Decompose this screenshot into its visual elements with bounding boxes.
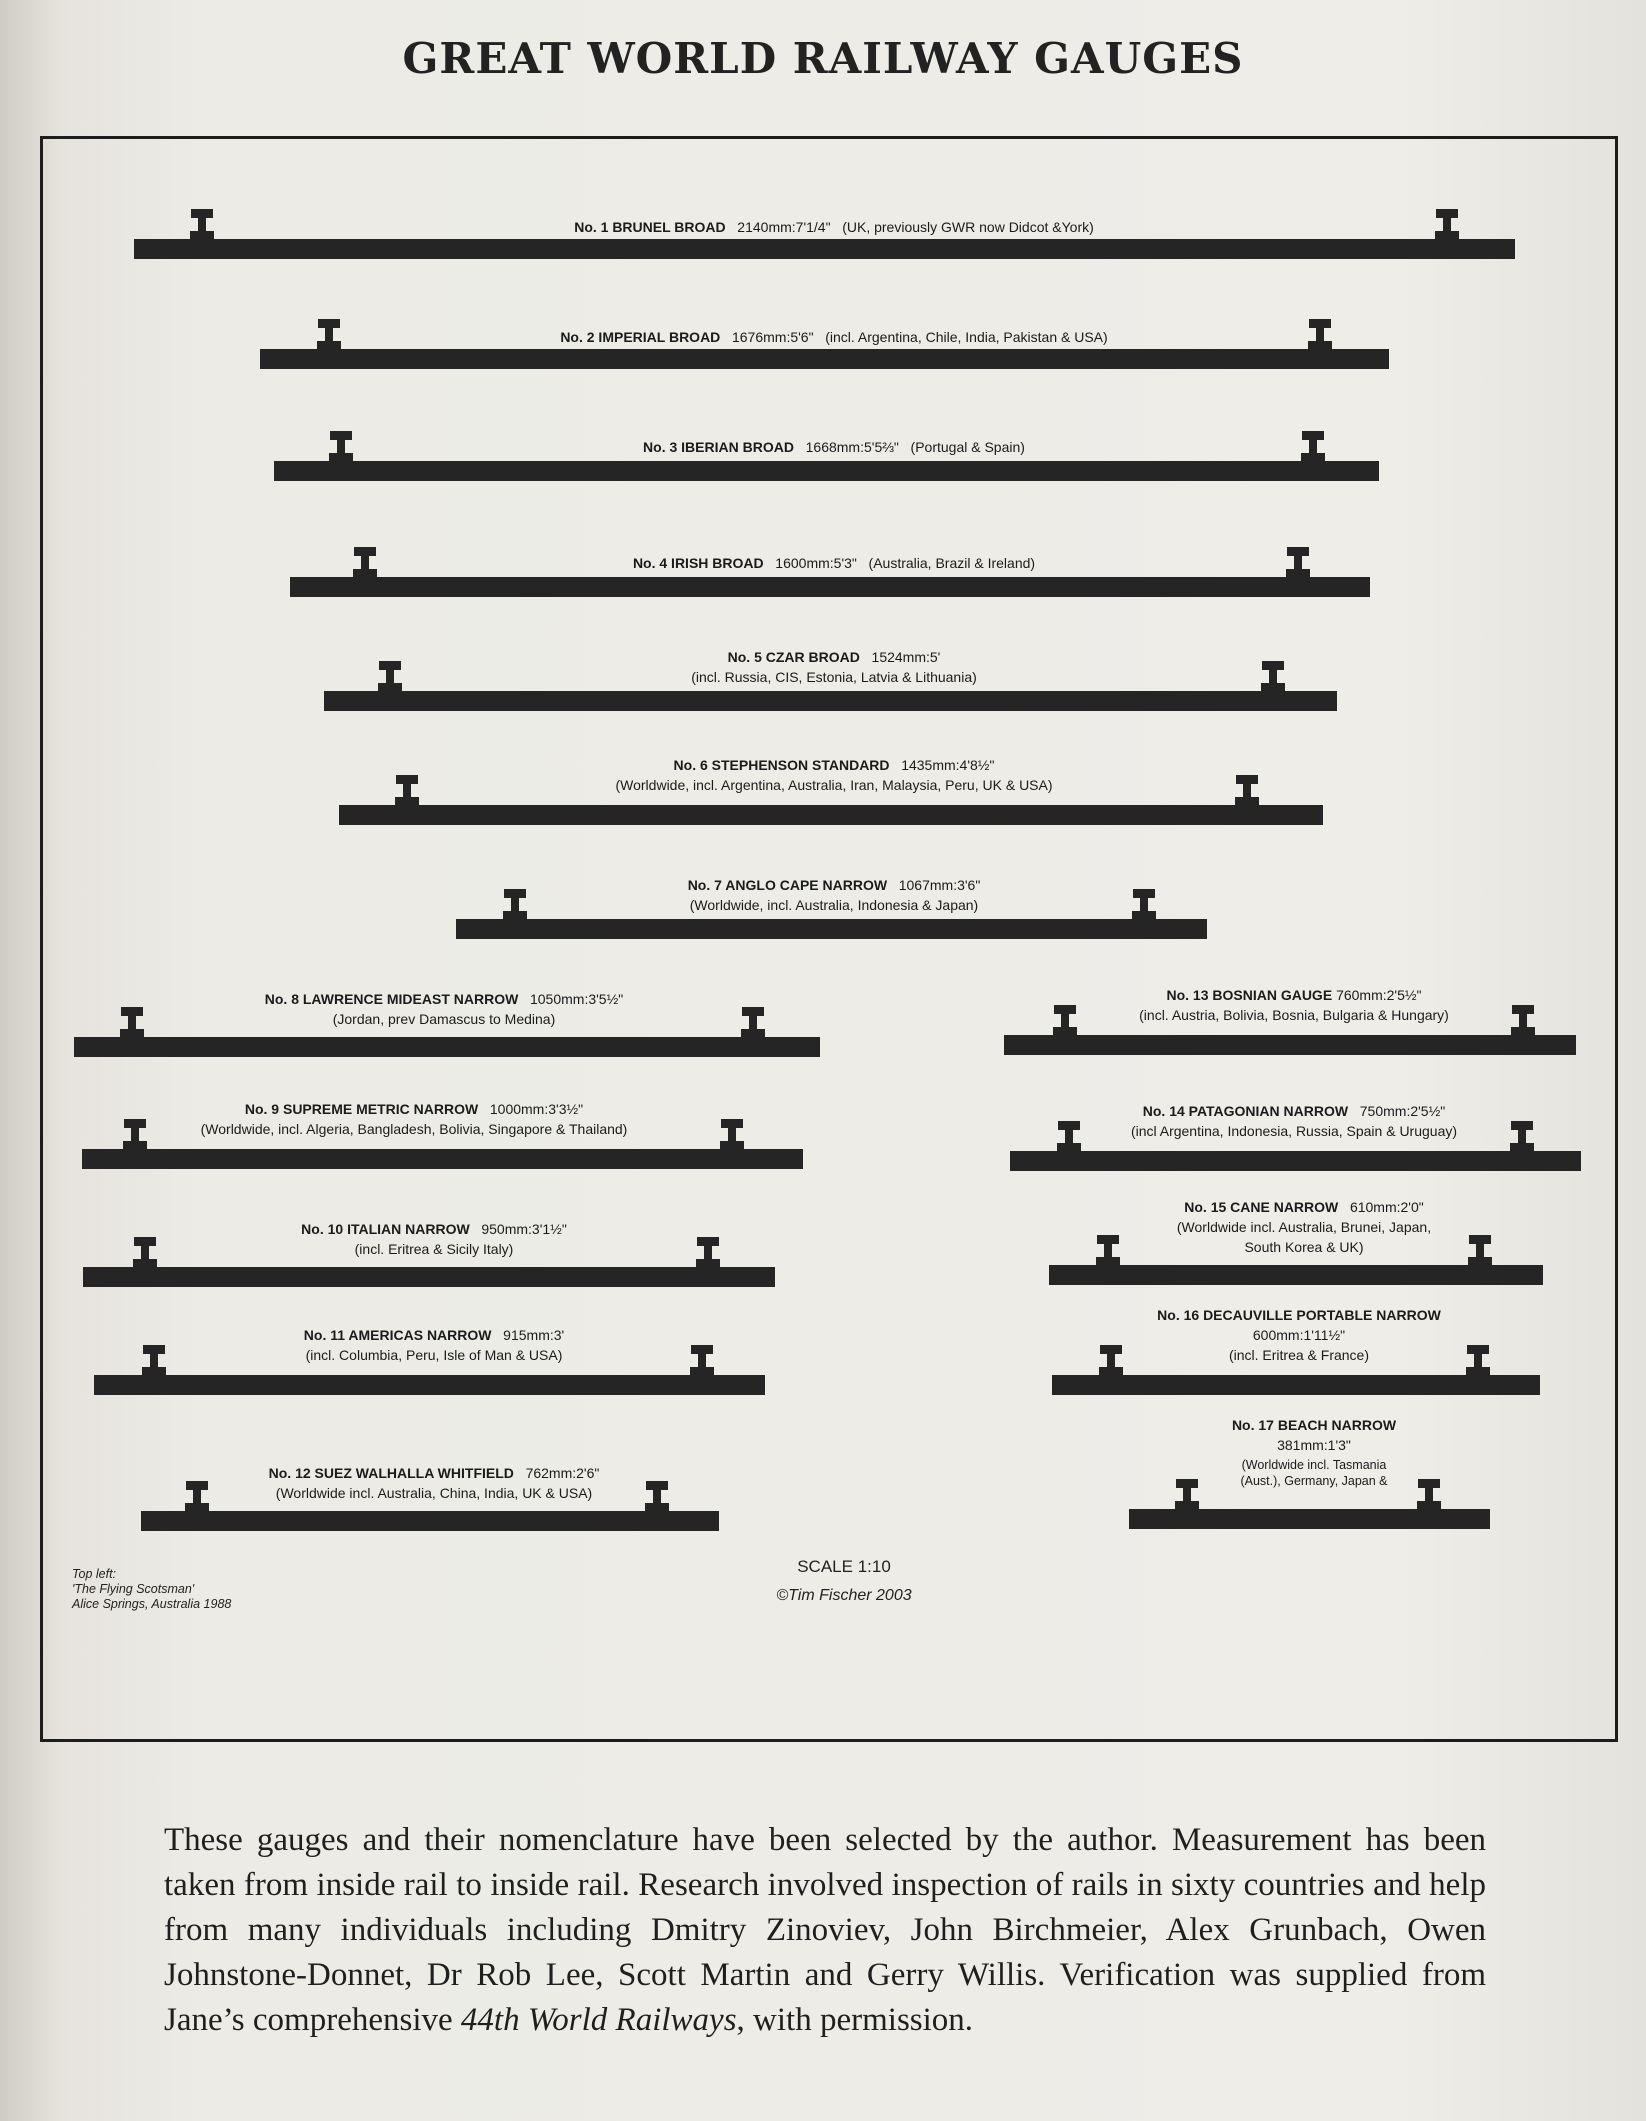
rail-icon	[718, 1117, 746, 1153]
rail-icon	[501, 887, 529, 923]
rail-icon	[1259, 659, 1287, 695]
rail-icon	[188, 207, 216, 243]
rail-icon	[694, 1235, 722, 1271]
rail-icon	[351, 545, 379, 581]
rail-icon	[118, 1005, 146, 1041]
page-title: GREAT WORLD RAILWAY GAUGES	[402, 34, 1244, 83]
gauge-bar-4	[290, 577, 1370, 597]
gauge-bar-11	[94, 1375, 765, 1395]
gauge-bar-14	[1010, 1151, 1581, 1171]
gauge-bar-1	[134, 239, 1515, 259]
gauge-bar-2	[260, 349, 1389, 369]
rail-icon	[1415, 1477, 1443, 1513]
gauge-label-10: No. 10 ITALIAN NARROW 950mm:3'1½" (incl. Eritrea & Sicily Italy)	[301, 1221, 567, 1257]
rail-icon	[1299, 429, 1327, 465]
gauge-label-9: No. 9 SUPREME METRIC NARROW 1000mm:3'3½" (Worldwide, incl. Algeria, Bangladesh, Bolivia, Singapore & Thailand)	[200, 1101, 628, 1137]
gauge-note-17: (Worldwide incl. Tasmania (Aust.), Germany, Japan &	[1240, 1458, 1388, 1488]
rail-icon	[183, 1479, 211, 1515]
rail-icon	[376, 659, 404, 695]
copyright: ©Tim Fischer 2003	[776, 1587, 912, 1604]
rail-icon	[1055, 1119, 1083, 1155]
caption-paragraph: These gauges and their nomenclature have been selected by the author. Measurement has been taken from inside rail to inside rail. Research involved inspection of rails in sixty countries and help from many individuals including Dmitry Zinoviev, John Birchmeier, Alex Grunbach, Owen Johnstone-Donnet, Dr Rob Lee, Scott Martin and Gerry Willis. Verification was supplied from Jane’s comprehensive 44th World Railways, with permission.	[164, 1822, 1486, 2038]
rail-icon	[1464, 1343, 1492, 1379]
gauge-label-8: No. 8 LAWRENCE MIDEAST NARROW 1050mm:3'5½" (Jordan, prev Damascus to Medina)	[264, 991, 624, 1027]
rail-icon	[315, 317, 343, 353]
gauge-label-11: No. 11 AMERICAS NARROW 915mm:3' (incl. Columbia, Peru, Isle of Man & USA)	[303, 1327, 565, 1363]
gauge-label-15: No. 15 CANE NARROW 610mm:2'0" (Worldwide incl. Australia, Brunei, Japan, South Korea & UK)	[1176, 1199, 1432, 1255]
gauge-bar-10	[83, 1267, 775, 1287]
rail-icon	[688, 1343, 716, 1379]
rail-icon	[140, 1343, 168, 1379]
rail-icon	[1306, 317, 1334, 353]
gauge-diagram	[40, 136, 1618, 1742]
gauge-label-17: No. 17 BEACH NARROW 381mm:1'3"	[1231, 1417, 1397, 1453]
rail-icon	[327, 429, 355, 465]
rail-icon	[1509, 1003, 1537, 1039]
rail-icon	[1051, 1003, 1079, 1039]
rail-icon	[131, 1235, 159, 1271]
gauge-label-16: No. 16 DECAUVILLE PORTABLE NARROW 600mm:1'11½" (incl. Eritrea & France)	[1157, 1307, 1441, 1363]
rail-icon	[1466, 1233, 1494, 1269]
gauge-label-4: No. 4 IRISH BROAD 1600mm:5'3" (Australia, Brazil & Ireland)	[632, 555, 1036, 571]
rail-icon	[1508, 1119, 1536, 1155]
photo-note: Top left: 'The Flying Scotsman' Alice Springs, Australia 1988	[72, 1567, 232, 1611]
gauge-bar-9	[82, 1149, 803, 1169]
rail-icon	[1233, 773, 1261, 809]
scale-label: SCALE 1:10	[797, 1557, 891, 1576]
rail-icon	[1130, 887, 1158, 923]
rail-icon	[643, 1479, 671, 1515]
rail-icon	[1173, 1477, 1201, 1513]
rail-icon	[393, 773, 421, 809]
rail-icon	[1094, 1233, 1122, 1269]
rail-icon	[1433, 207, 1461, 243]
gauge-label-7: No. 7 ANGLO CAPE NARROW 1067mm:3'6" (Worldwide, incl. Australia, Indonesia & Japan)	[687, 877, 981, 913]
gauge-label-2: No. 2 IMPERIAL BROAD 1676mm:5'6" (incl. Argentina, Chile, India, Pakistan & USA)	[560, 329, 1108, 345]
rail-icon	[1097, 1343, 1125, 1379]
gauge-bar-6	[339, 805, 1323, 825]
gauge-bar-7	[456, 919, 1207, 939]
gauge-label-1: No. 1 BRUNEL BROAD 2140mm:7'1/4" (UK, previously GWR now Didcot &York)	[574, 219, 1094, 235]
gauge-label-6: No. 6 STEPHENSON STANDARD 1435mm:4'8½" (Worldwide, incl. Argentina, Australia, Iran, Malaysia, Peru, UK & USA)	[615, 757, 1053, 793]
gauge-bar-12	[141, 1511, 719, 1531]
gauge-label-14: No. 14 PATAGONIAN NARROW 750mm:2'5½" (incl Argentina, Indonesia, Russia, Spain & Uruguay)	[1130, 1103, 1458, 1139]
gauge-label-12: No. 12 SUEZ WALHALLA WHITFIELD 762mm:2'6" (Worldwide incl. Australia, China, India, UK & USA)	[268, 1465, 600, 1501]
gauge-label-13: No. 13 BOSNIAN GAUGE 760mm:2'5½" (incl. Austria, Bolivia, Bosnia, Bulgaria & Hungary)	[1139, 987, 1449, 1023]
gauge-bar-13	[1004, 1035, 1576, 1055]
gauge-bar-8	[74, 1037, 820, 1057]
gauge-bar-3	[274, 461, 1379, 481]
gauge-label-3: No. 3 IBERIAN BROAD 1668mm:5'5⅔" (Portugal & Spain)	[643, 439, 1025, 455]
gauge-bar-5	[324, 691, 1337, 711]
book-title: 44th World Railways	[460, 2002, 737, 2038]
gauge-label-5: No. 5 CZAR BROAD 1524mm:5' (incl. Russia, CIS, Estonia, Latvia & Lithuania)	[691, 649, 977, 685]
rail-icon	[1284, 545, 1312, 581]
rail-icon	[739, 1005, 767, 1041]
